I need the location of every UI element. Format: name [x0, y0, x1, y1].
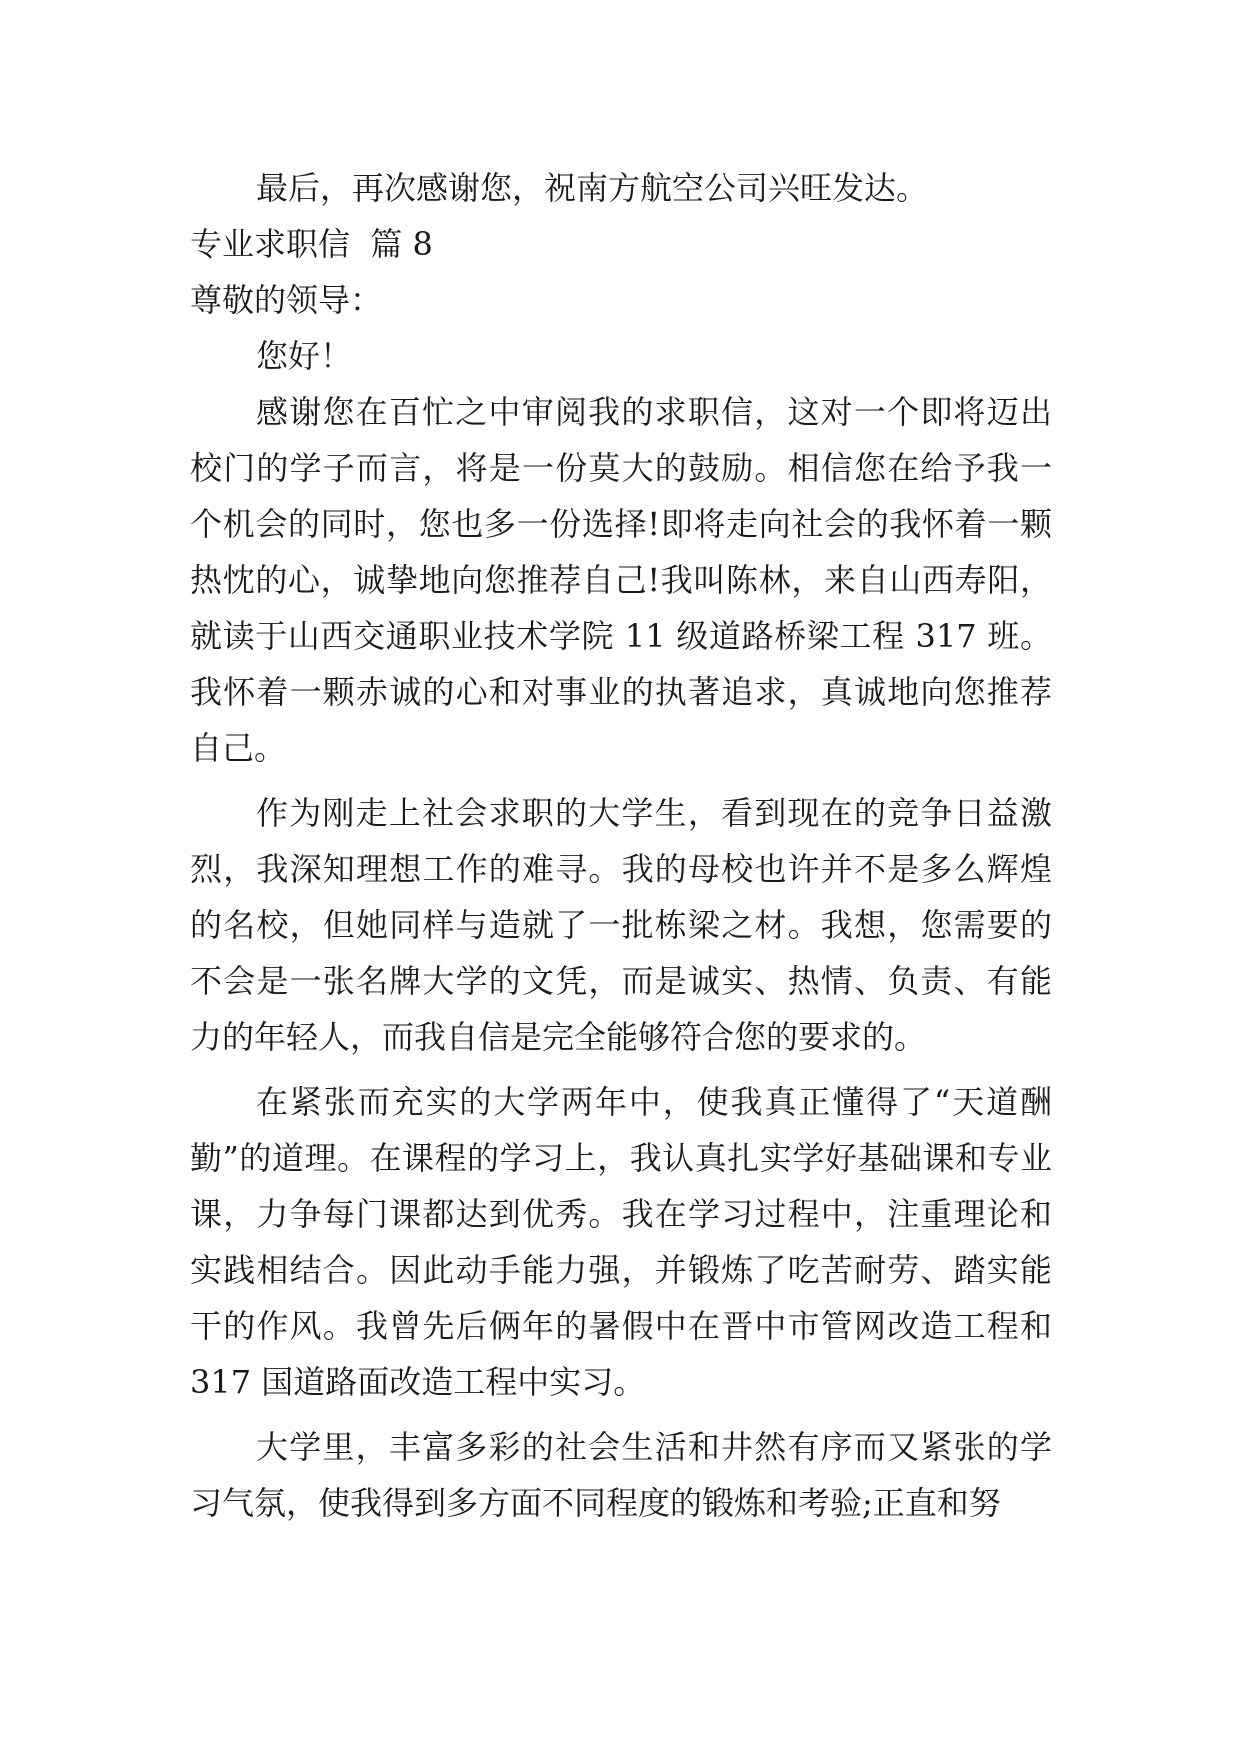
- section-title: 专业求职信 篇 8: [190, 225, 433, 263]
- body-paragraph-2: 作为刚走上社会求职的大学生，看到现在的竞争日益激烈，我深知理想工作的难寻。我的母校也许并不是多么辉煌的名校，但她同样与造就了一批栋梁之材。我想，您需要的不会是一张名牌大学的文凭，而是诚实、热情、负责、有能力的年轻人，而我自信是完全能够符合您的要求的。: [190, 794, 1052, 1056]
- body-paragraph-3: 在紧张而充实的大学两年中，使我真正懂得了“天道酬勤”的道理。在课程的学习上，我认真扎实学好基础课和专业课，力争每门课都达到优秀。我在学习过程中，注重理论和实践相结合。因此动手能力强，并锻炼了吃苦耐劳、踏实能干的作风。我曾先后俩年的暑假中在晋中市管网改造工程和 317 国道路面改造工程中实习。: [190, 1083, 1052, 1401]
- greeting: 您好！: [256, 337, 353, 375]
- body-paragraph-1: 感谢您在百忙之中审阅我的求职信，这对一个即将迈出校门的学子而言，将是一份莫大的鼓励。相信您在给予我一个机会的同时，您也多一份选择!即将走向社会的我怀着一颗热忱的心，诚挚地向您推荐自己!我叫陈林，来自山西寿阳，就读于山西交通职业技术学院 11 级道路桥梁工程 317 班。我怀着一颗赤诚的心和对事业的执著追求，真诚地向您推荐自己。: [190, 393, 1052, 767]
- document-page: [190, 160, 1052, 1531]
- closing-line: 最后，再次感谢您，祝南方航空公司兴旺发达。: [256, 169, 929, 207]
- salutation: 尊敬的领导：: [190, 281, 383, 319]
- body-paragraph-4: 大学里，丰富多彩的社会生活和井然有序而又紧张的学习气氛，使我得到多方面不同程度的锻炼和考验;正直和努: [190, 1428, 1052, 1522]
